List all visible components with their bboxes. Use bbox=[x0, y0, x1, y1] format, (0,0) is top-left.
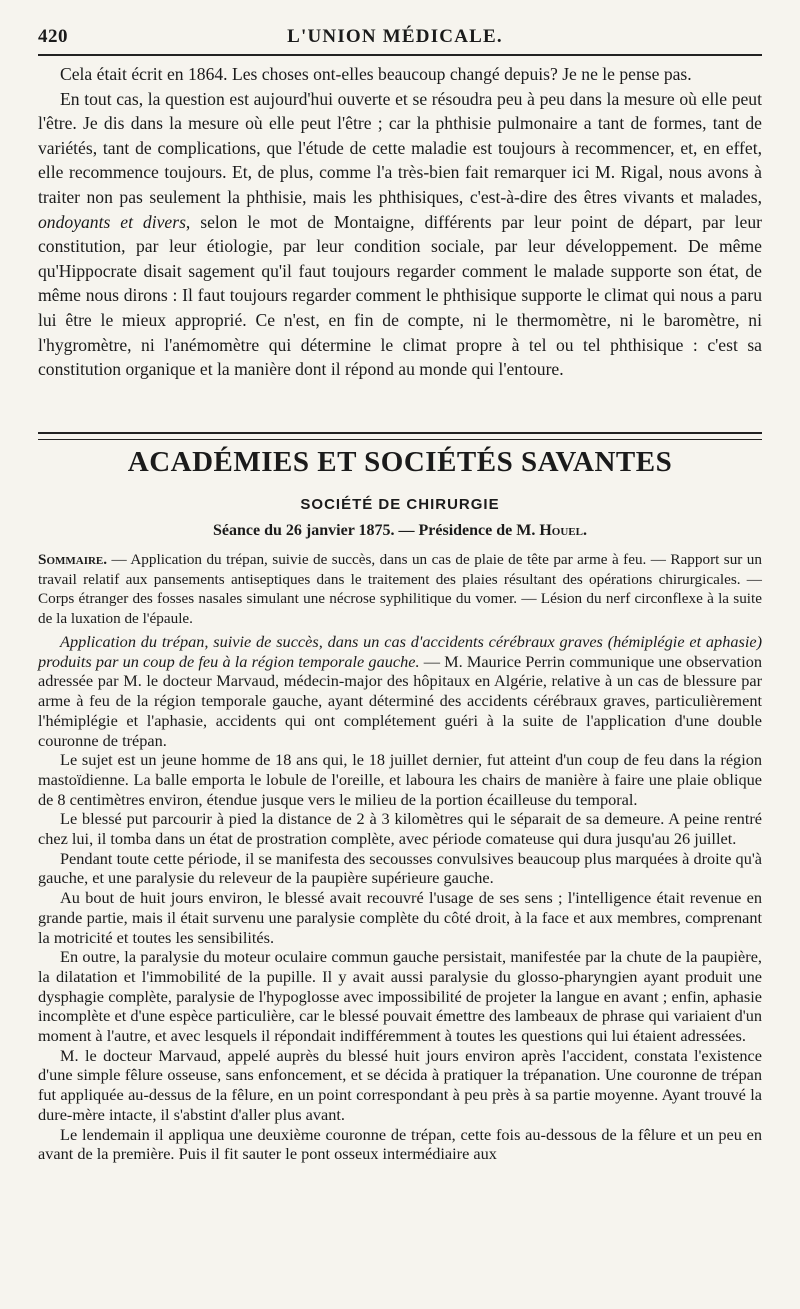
body-paragraph-6: En outre, la paralysie du moteur oculaire commun gauche persistait, manifestée par la chute de la paupière, la dilatation et l'immobilité de la pupille. Il y avait aussi paralysie du glosso-pharyngien ayant produit une dysphagie complète, paralysie de l'hypoglosse avec impossibilité de projeter la langue en avant ; enfin, aphasie incomplète et d'une espèce particulière, car le blessé pouvait émettre des lambeaux de phrase qui variaient d'un moment à l'autre, et avec lesquels il répondait indifféremment à toutes les questions qui lui étaient adressées. bbox=[38, 947, 762, 1046]
journal-title: L'UNION MÉDICALE. bbox=[287, 26, 503, 47]
body-p1-text: — M. Maurice Perrin communique une observation adressée par M. le docteur Marvaud, médecin-major des hôpitaux en Algérie, relative à un cas de blessure par arme à feu de la région temporale gauche, ayant déterminé des accidents cérébraux graves, particulièrement l'hémiplégie et l'aphasie, accidents qui ont complétement guéri à la suite de l'application d'une double couronne de trépan. bbox=[38, 651, 763, 750]
intro-text bbox=[38, 62, 762, 382]
intro-p2-rest: , selon le mot de Montaigne, différents par leur point de départ, par leur constitution, par leur étiologie, par leur condition sociale, par leur développement. De même qu'Hippocrate disait sagement qu'il faut toujours regarder comment le malade supporte son état, de même nous dirons : Il faut toujours regarder comment le phthisique supporte le climat qui nous a paru lui être le mieux approprié. Ce n'est, en fin de compte, ni le thermomètre, ni le baromètre, ni l'hygromètre, ni l'anémomètre qui détermine le climat propre à tel ou tel phthisique : c'est sa constitution organique et la manière dont il répond au monde qui l'entoure. bbox=[38, 211, 762, 380]
summary-text: — Application du trépan, suivie de succès, dans un cas de plaie de tête par arme à feu. — Rapport sur un travail relatif aux pansements antiseptiques dans le traitement des plaies résultant des opérations chirurgicales. — Corps étranger des fosses nasales simulant une nécrose syphilitique du vomer. — Lésion du nerf circonflexe à la suite de la luxation de l'épaule. bbox=[38, 551, 762, 627]
summary-label: Sommaire. bbox=[38, 551, 108, 568]
body-paragraph-2: Le sujet est un jeune homme de 18 ans qui, le 18 juillet dernier, fut atteint d'un coup de feu dans la région mastoïdienne. La balle emporta le lobule de l'oreille, et laboura les chairs de manière à faire une plaie oblique de 8 centimètres environ, étendue jusque vers le milieu de la portion écailleuse du temporal. bbox=[38, 750, 762, 809]
session-prefix: Séance du 26 janvier 1875. — Présidence de M. bbox=[213, 522, 536, 539]
intro-p2-start: En tout cas, la question est aujourd'hui ouverte et se résoudra peu à peu dans la mesure où elle peut l'être. Je dis dans la mesure où elle peut l'être ; car la phthisie pulmonaire a tant de formes, tant de variétés, tant de complications, que l'étude de cette maladie est toujours à recommencer, et, en effet, elle recommence toujours. Et, de plus, comme l'a très-bien fait remarquer ici M. Rigal, nous avons à traiter non pas seulement la phthisie, mais les phthisiques, c'est-à-dire des êtres vivants et malades, bbox=[38, 88, 762, 207]
body-paragraph-7: M. le docteur Marvaud, appelé auprès du blessé huit jours environ après l'accident, constata l'existence d'une simple fêlure osseuse, sans enfoncement, et se décida à pratiquer la trépanation. Une couronne de trépan fut appliquée au-dessus de la fêlure, en un point correspondant à peu près à sa partie moyenne. Ayant trouvé la dure-mère intacte, il s'abstint d'aller plus avant. bbox=[38, 1045, 762, 1124]
body-lead-italic: Application du trépan, suivie de succès, dans un cas d'accidents cérébraux graves (hémiplégie et aphasie) produits par un coup de feu à la région temporale gauche. bbox=[38, 632, 762, 671]
summary-block bbox=[38, 550, 762, 628]
running-header bbox=[38, 18, 762, 48]
intro-paragraph-1: Cela était écrit en 1864. Les choses ont-elles beaucoup changé depuis? Je ne le pense pas. bbox=[60, 64, 692, 84]
president-name: Houel. bbox=[539, 522, 587, 539]
page-number: 420 bbox=[38, 26, 68, 47]
body-paragraph-8: Le lendemain il appliqua une deuxième couronne de trépan, cette fois au-dessous de la fêlure et un peu en avant de la première. Puis il fit sauter le pont osseux intermédiaire aux bbox=[38, 1124, 762, 1164]
section-divider bbox=[38, 432, 762, 440]
intro-paragraph-2 bbox=[38, 87, 762, 382]
society-heading: SOCIÉTÉ DE CHIRURGIE bbox=[300, 496, 500, 513]
article-body bbox=[38, 632, 762, 1164]
body-paragraph-1 bbox=[38, 632, 762, 750]
intro-p2-italic: ondoyants et divers bbox=[38, 211, 186, 232]
body-paragraph-5: Au bout de huit jours environ, le blessé avait recouvré l'usage de ses sens ; l'intelligence était revenue en grande partie, mais il était survenu une paralysie complète du côté droit, à la face et aux membres, comprenant la motricité et toutes les sensibilités. bbox=[38, 888, 762, 947]
section-title: ACADÉMIES ET SOCIÉTÉS SAVANTES bbox=[127, 446, 673, 478]
session-line bbox=[38, 522, 762, 540]
header-rule bbox=[38, 54, 762, 56]
body-paragraph-3: Le blessé put parcourir à pied la distance de 2 à 3 kilomètres qui le séparait de sa demeure. A peine rentré chez lui, il tomba dans un état de prostration complète, avec période comateuse qui dura jusqu'au 26 juillet. bbox=[38, 809, 762, 849]
body-paragraph-4: Pendant toute cette période, il se manifesta des secousses convulsives beaucoup plus marquées à droite qu'à gauche, et une paralysie du releveur de la paupière supérieure gauche. bbox=[38, 848, 762, 888]
